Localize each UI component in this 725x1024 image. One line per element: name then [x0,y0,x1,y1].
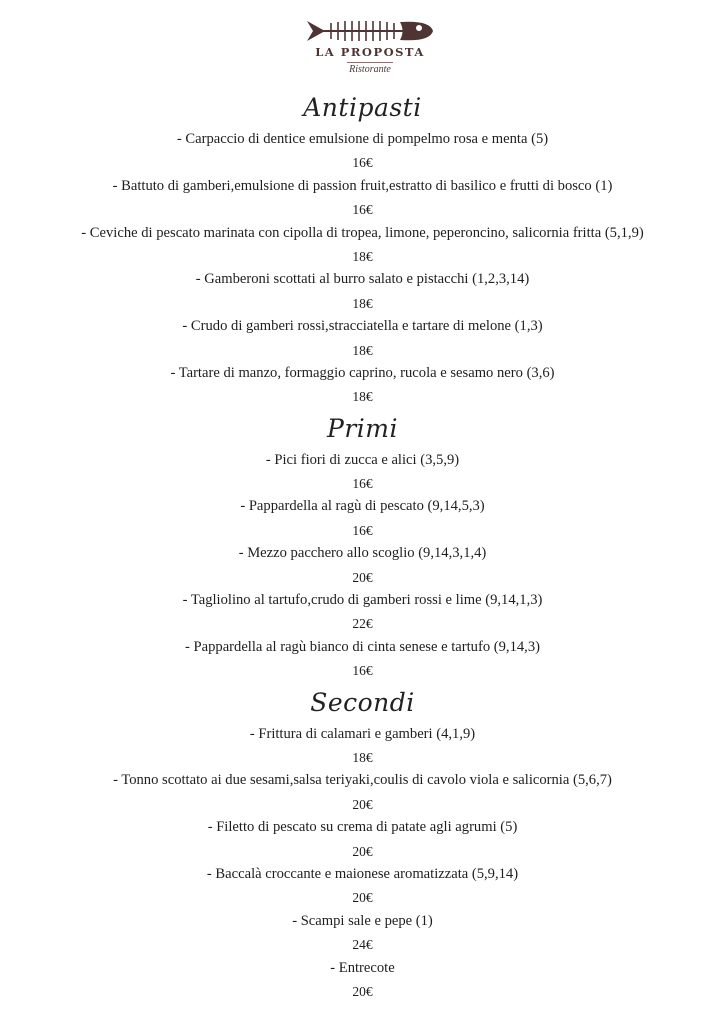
menu [0,88,725,1003]
menu-section-secondi [0,683,725,1004]
menu-item-name: - Tartare di manzo, formaggio caprino, rucola e sesamo nero (3,6) [170,364,555,381]
menu-item-price: 18€ [352,749,373,765]
menu-item-price: 18€ [352,295,373,311]
menu-item-name: - Ceviche di pescato marinata con cipolla di tropea, limone, peperoncino, salicornia fritta (5,1,9) [81,224,644,241]
section-heading: Secondi [310,687,415,717]
menu-item-price: 20€ [352,983,373,999]
menu-section-primi [0,409,725,683]
menu-item-price: 20€ [352,890,373,906]
menu-item-name: - Mezzo pacchero allo scoglio (9,14,3,1,4) [238,545,487,562]
menu-item-name: - Crudo di gamberi rossi,stracciatella e tartare di melone (1,3) [182,318,543,335]
menu-item-name: - Pappardella al ragù di pescato (9,14,5,3) [240,498,485,515]
menu-item-price: 18€ [352,342,373,358]
menu-item-name: - Pici fiori di zucca e alici (3,5,9) [265,451,460,468]
menu-item-name: - Baccalà croccante e maionese aromatizzata (5,9,14) [206,865,519,882]
menu-item-name: - Filetto di pescato su crema di patate agli agrumi (5) [207,819,518,836]
brand-name: LA PROPOSTA [315,45,425,59]
menu-item-name: - Entrecote [330,959,395,976]
fish-skeleton-icon [305,18,435,44]
menu-item-price: 20€ [352,843,373,859]
menu-item-name: - Frittura di calamari e gamberi (4,1,9) [249,725,476,742]
menu-item-price: 20€ [352,569,373,585]
menu-item-price: 20€ [352,796,373,812]
menu-item-price: 18€ [352,248,373,264]
menu-item-price: 18€ [352,389,373,405]
menu-item-price: 22€ [352,616,373,632]
menu-section-antipasti [0,88,725,409]
menu-item-price: 24€ [352,937,373,953]
menu-item-name: - Carpaccio di dentice emulsione di pompelmo rosa e menta (5) [176,131,549,147]
restaurant-logo [300,18,440,88]
menu-item-price: 16€ [352,522,373,538]
brand-subtitle: Ristorante [347,62,393,75]
menu-item-name: - Battuto di gamberi,emulsione di passion fruit,estratto di basilico e frutti di bosco (1) [112,177,613,194]
menu-item-name: - Gamberoni scottati al burro salato e pistacchi (1,2,3,14) [195,271,530,288]
menu-item-name: - Pappardella al ragù bianco di cinta senese e tartufo (9,14,3) [185,638,540,655]
menu-item-name: - Scampi sale e pepe (1) [292,912,433,929]
menu-item-name: - Tonno scottato ai due sesami,salsa teriyaki,coulis di cavolo viola e salicornia (5,6,7) [113,772,612,789]
menu-item-price: 16€ [352,663,373,679]
menu-item-price: 16€ [352,202,373,218]
menu-item-name: - Tagliolino al tartufo,crudo di gamberi rossi e lime (9,14,1,3) [182,592,543,609]
section-heading: Primi [327,413,398,443]
menu-item-price: 16€ [352,155,373,171]
section-heading: Antipasti [303,93,422,122]
menu-item-price: 16€ [352,476,373,492]
